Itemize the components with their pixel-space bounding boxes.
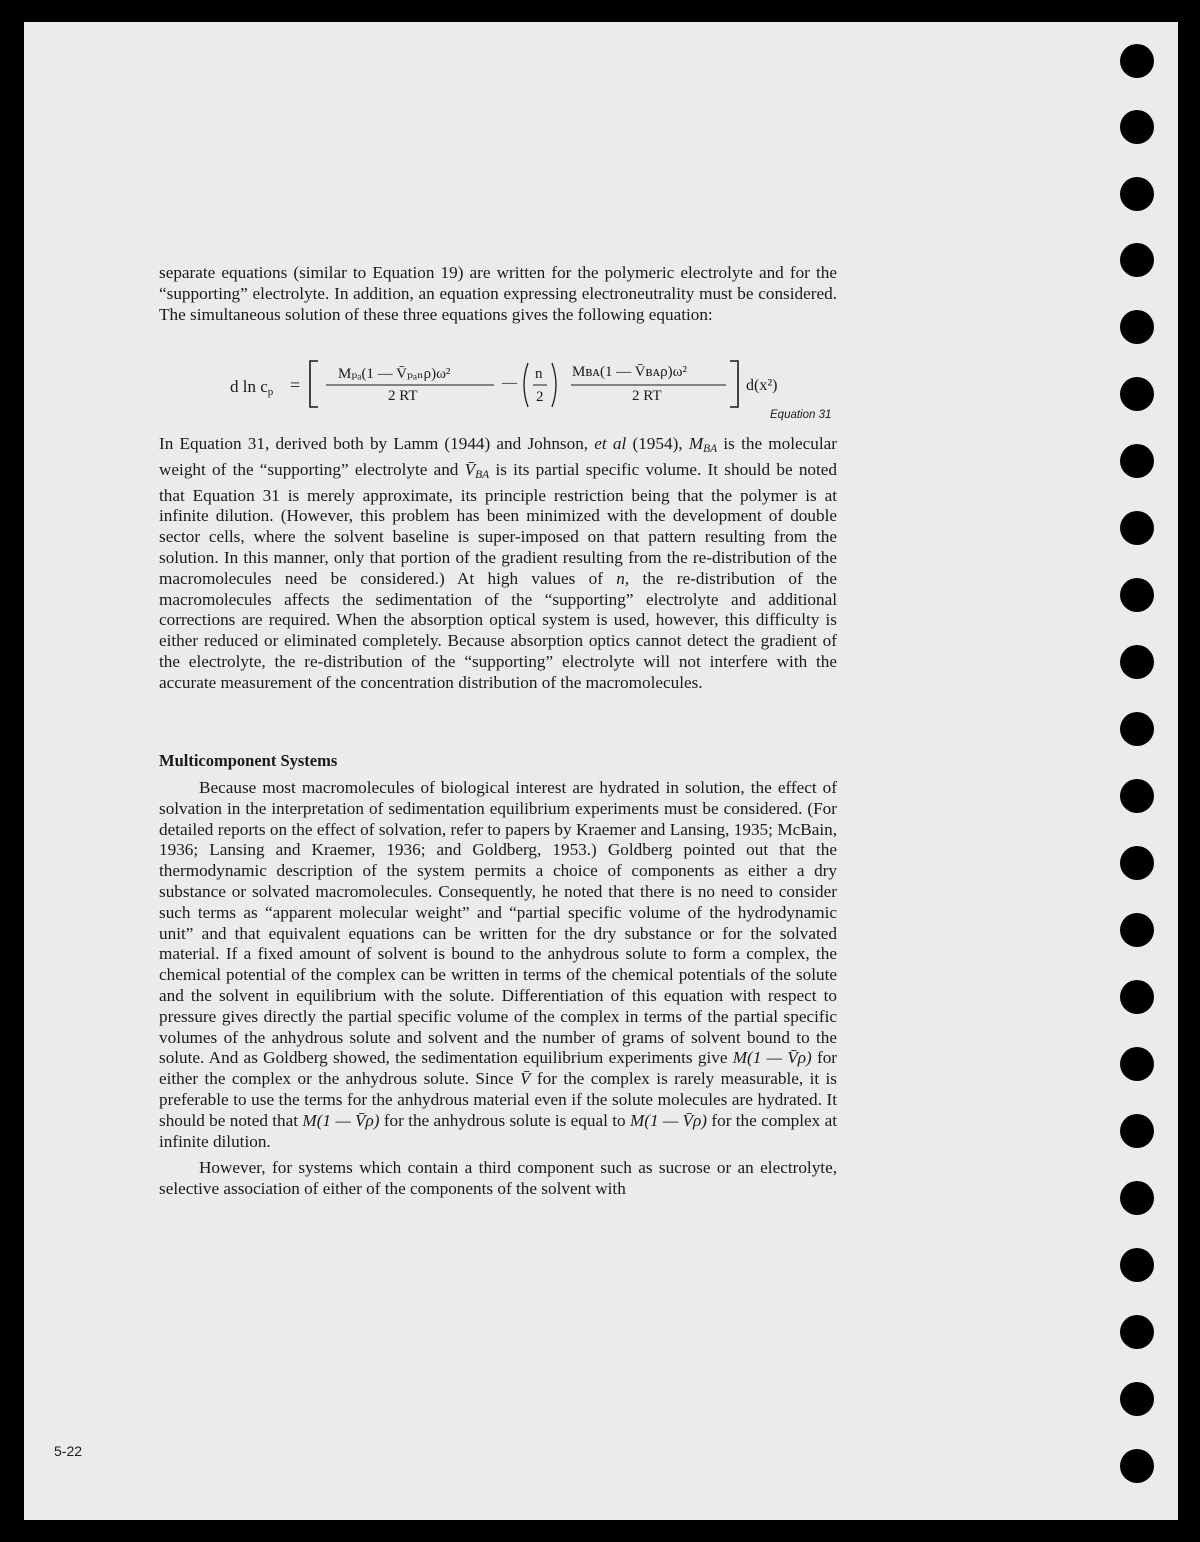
equation-dx: d(x²) xyxy=(746,377,778,394)
paragraph-text: In Equation 31, derived both by Lamm (1944) and Johnson, et al (1954), MBA is the molecular weight of the “supporting” electrolyte and V̄BA is its partial specific volume. It should be noted that Equation 31 is merely approximate, its principle restriction being that the polymer is at infinite dilution. (However, this problem has been minimized with the development of double sector cells, where the solvent baseline is super-imposed on that pattern resulting from the solution. In this manner, only that portion of the gradient resulting from the re-distribution of the macromolecules need be considered.) At high values of n, the re-distribution of the macromolecules affects the sedimentation of the “supporting” electrolyte and additional corrections are required. When the absorption optical system is used, however, this difficulty is either reduced or eliminated completely. Because absorption optics cannot detect the gradient of the electrolyte, the re-distribution of the “supporting” electrolyte will not interfere with the accurate measurement of the concentration distribution of the macromolecules. xyxy=(159,434,838,692)
page-number: 5-22 xyxy=(54,1443,83,1459)
binder-hole xyxy=(1120,779,1154,813)
binder-hole xyxy=(1120,243,1154,277)
paragraph-lamm xyxy=(159,434,837,694)
binder-hole xyxy=(1120,310,1154,344)
binder-hole xyxy=(1120,712,1154,746)
binder-hole xyxy=(1120,645,1154,679)
equation-lhs: d ln cp xyxy=(230,377,274,398)
binder-hole xyxy=(1120,846,1154,880)
binder-hole xyxy=(1120,1315,1154,1349)
binder-hole xyxy=(1120,1114,1154,1148)
equation-minus: — xyxy=(502,375,517,391)
binder-hole xyxy=(1120,377,1154,411)
binder-hole xyxy=(1120,1382,1154,1416)
binder-hole xyxy=(1120,980,1154,1014)
binder-hole xyxy=(1120,578,1154,612)
equation-tag: Equation 31 xyxy=(770,409,832,421)
paragraph-multicomponent xyxy=(159,778,837,1200)
binder-hole xyxy=(1120,1248,1154,1282)
equation-equals: = xyxy=(290,375,301,395)
binder-hole xyxy=(1120,110,1154,144)
document-page xyxy=(24,22,1178,1520)
paragraph-text: Because most macromolecules of biological interest are hydrated in solution, the effect of solvation in the interpretation of sedimentation equilibrium experiments must be considered. (For detailed reports on the effect of solvation, refer to papers by Kraemer and Lansing, 1935; McBain, 1936; Lansing and Kraemer, 1936; and Goldberg, 1953.) Goldberg pointed out that the thermodynamic description of the system permits a choice of components as either a dry substance or solvated macromolecules. Consequently, he noted that there is no need to consider such terms as “apparent molecular weight” and “partial specific volume of the hydrodynamic unit” and that equivalent equations can be written for the dry substance or for the solvated material. If a fixed amount of solvent is bound to the anhydrous solute to form a complex, the chemical potential of the complex can be written in terms of the chemical potentials of the solute and the solvent in equilibrium with the solute. Differentiation of this equation with respect to pressure gives directly the partial specific volume of the complex in terms of the partial specific volumes of the anhydrous solute and solvent and the number of grams of solvent bound to the solute. And as Goldberg showed, the sedimentation equilibrium experiments give M(1 — V̄ρ) for either the complex or the anhydrous solute. Since V̄ for the complex is rarely measurable, it is preferable to use the terms for the anhydrous material even if the solute molecules are hydrated. It should be noted that M(1 — V̄ρ) for the anhydrous solute is equal to M(1 — V̄ρ) for the complex at infinite dilution. xyxy=(159,778,838,1151)
section-heading: Multicomponent Systems xyxy=(159,751,338,770)
paragraph-intro xyxy=(159,263,837,325)
binder-hole xyxy=(1120,44,1154,78)
binder-hole xyxy=(1120,1181,1154,1215)
equation-fraction-n: n xyxy=(535,366,543,382)
equation-term2-numerator: Mʙᴀ(1 — V̄ʙᴀρ)ω² xyxy=(572,364,687,380)
paragraph-text: separate equations (similar to Equation 19) are written for the polymeric electrolyte and for the “supporting” electrolyte. In addition, an equation expressing electroneutrality must be considered. The simultaneous solution of these three equations gives the following equation: xyxy=(159,263,837,324)
equation-term1-denominator: 2 RT xyxy=(388,388,418,404)
paragraph-text: However, for systems which contain a third component such as sucrose or an electrolyte, selective association of either of the components of the solvent with xyxy=(159,1158,837,1199)
equation-term1-numerator: Mₚₐ(1 — V̄ₚₐₙρ)ω² xyxy=(338,366,451,382)
equation-31 xyxy=(230,355,830,415)
binder-hole xyxy=(1120,177,1154,211)
binder-hole xyxy=(1120,511,1154,545)
binder-hole xyxy=(1120,444,1154,478)
equation-brackets xyxy=(230,355,830,415)
equation-fraction-2: 2 xyxy=(536,389,544,405)
binder-hole xyxy=(1120,913,1154,947)
binder-hole xyxy=(1120,1047,1154,1081)
binder-hole xyxy=(1120,1449,1154,1483)
equation-term2-denominator: 2 RT xyxy=(632,388,662,404)
